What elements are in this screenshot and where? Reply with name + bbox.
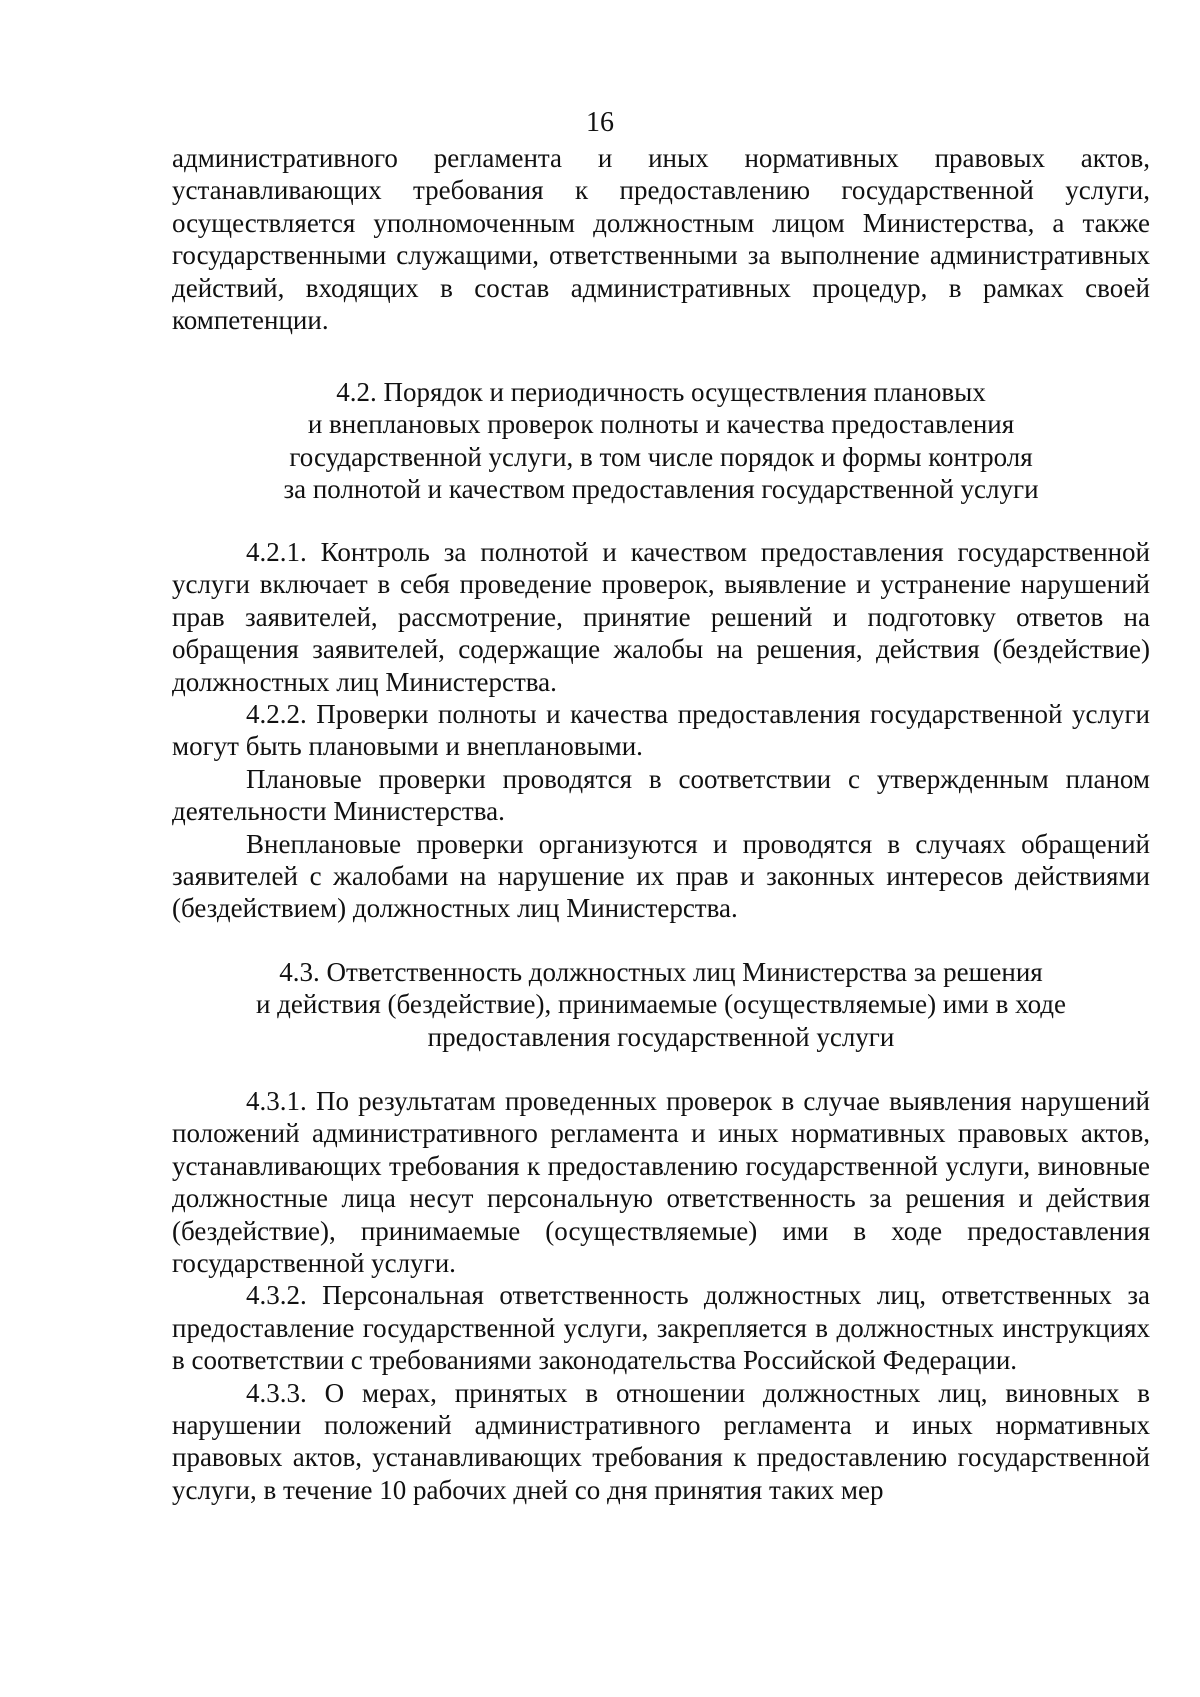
section-4-3-heading (172, 956, 1150, 1053)
intro-paragraph: административного регламента и иных нормативных правовых актов, устанавливающих требования к предоставлению государственной услуги, осуществляется уполномоченным должностным лицом Министерства, а также государственными служащими, ответственными за выполнение административных действий, входящих в состав административных процедур, в рамках своей компетенции. (172, 143, 1150, 336)
section-heading-line: и внеплановых проверок полноты и качества предоставления (307, 409, 1015, 440)
section-heading-line: 4.3. Ответственность должностных лиц Министерства за решения (279, 957, 1043, 987)
section-4-2-heading (172, 376, 1150, 506)
section-heading-line: предоставления государственной услуги (427, 1021, 895, 1052)
paragraph-unplanned-inspections: Внеплановые проверки организуются и проводятся в случаях обращений заявителей с жалобами на нарушение их прав и законных интересов действиями (бездействием) должностных лиц Министерства. (172, 828, 1150, 924)
paragraph-4-3-2: 4.3.2. Персональная ответственность должностных лиц, ответственных за предоставление государственной услуги, закрепляется в должностных инструкциях в соответствии с требованиями законодательства Российской Федерации. (172, 1280, 1150, 1376)
paragraph-4-2-1: 4.2.1. Контроль за полнотой и качеством предоставления государственной услуги включает в себя проведение проверок, выявление и устранение нарушений прав заявителей, рассмотрение, принятие решений и подготовку ответов на обращения заявителей, содержащие жалобы на решения, действия (бездействие) должностных лиц Министерства. (172, 537, 1150, 697)
page-number: 16 (586, 107, 614, 138)
section-4-3-body (172, 1085, 1150, 1506)
section-heading-line: за полнотой и качеством предоставления государственной услуги (283, 474, 1039, 505)
section-4-2-body (172, 536, 1150, 925)
paragraph-4-3-1: 4.3.1. По результатам проведенных проверок в случае выявления нарушений положений административного регламента и иных нормативных правовых актов, устанавливающих требования к предоставлению государственной услуги, виновные должностные лица несут персональную ответственность за решения и действия (бездействие), принимаемые (осуществляемые) ими в ходе предоставления государственной услуги. (172, 1086, 1150, 1279)
section-heading-line: и действия (бездействие), принимаемые (осуществляемые) ими в ходе (255, 989, 1067, 1020)
paragraph-4-2-2: 4.2.2. Проверки полноты и качества предоставления государственной услуги могут быть плановыми и внеплановыми. (172, 699, 1150, 762)
paragraph-4-3-3: 4.3.3. О мерах, принятых в отношении должностных лиц, виновных в нарушении положений административного регламента и иных нормативных правовых актов, устанавливающих требования к предоставлению государственной услуги, в течение 10 рабочих дней со дня принятия таких мер (172, 1377, 1150, 1505)
section-heading-line: 4.2. Порядок и периодичность осуществления плановых (336, 377, 986, 407)
paragraph-planned-inspections: Плановые проверки проводятся в соответствии с утвержденным планом деятельности Министерства. (172, 763, 1150, 827)
intro-paragraph-block (172, 142, 1150, 336)
section-heading-line: государственной услуги, в том числе порядок и формы контроля (289, 441, 1033, 472)
